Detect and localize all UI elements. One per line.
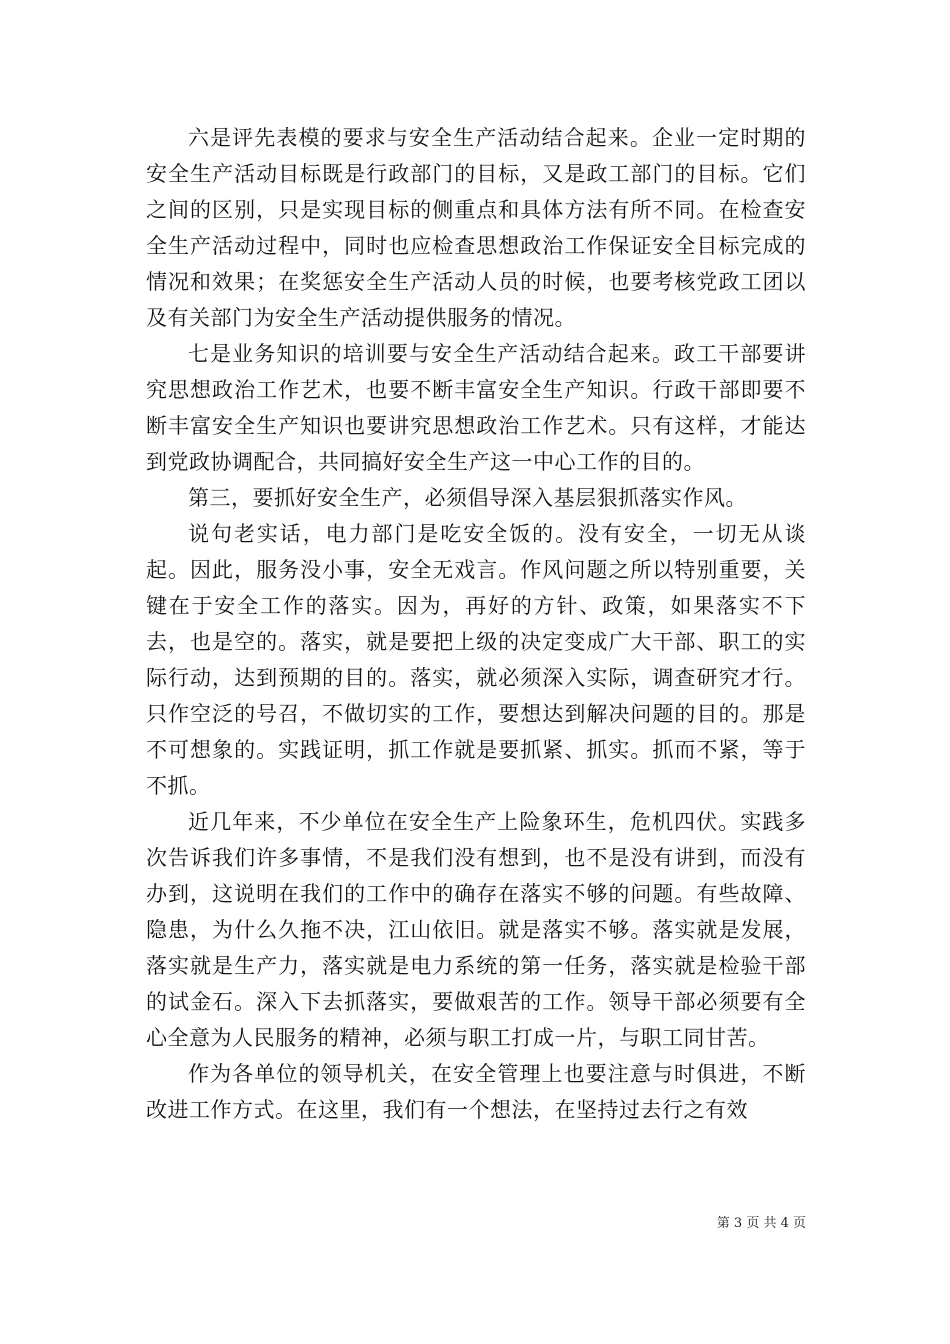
- page-number-footer: 第 3 页 共 4 页: [716, 1216, 806, 1231]
- paragraph-1: 六是评先表模的要求与安全生产活动结合起来。企业一定时期的安全生产活动目标既是行政部门的目标，又是政工部门的目标。它们之间的区别，只是实现目标的侧重点和具体方法有所不同。在检查安全生产活动过程中，同时也应检查思想政治工作保证安全目标完成的情况和效果；在奖惩安全生产活动人员的时候，也要考核党政工团以及有关部门为安全生产活动提供服务的情况。: [146, 126, 806, 330]
- paragraph-6: 作为各单位的领导机关，在安全管理上也要注意与时俱进，不断改进工作方式。在这里，我们有一个想法，在坚持过去行之有效: [146, 1062, 806, 1122]
- paragraph-3: 第三，要抓好安全生产，必须倡导深入基层狠抓落实作风。: [188, 486, 747, 510]
- paragraph-2: 七是业务知识的培训要与安全生产活动结合起来。政工干部要讲究思想政治工作艺术，也要不断丰富安全生产知识。行政干部即要不断丰富安全生产知识也要讲究思想政治工作艺术。只有这样，才能达到党政协调配合，共同搞好安全生产这一中心工作的目的。: [146, 342, 806, 474]
- paragraph-4: 说句老实话，电力部门是吃安全饭的。没有安全，一切无从谈起。因此，服务没小事，安全无戏言。作风问题之所以特别重要，关键在于安全工作的落实。因为，再好的方针、政策，如果落实不下去，也是空的。落实，就是要把上级的决定变成广大干部、职工的实际行动，达到预期的目的。落实，就必须深入实际，调查研究才行。只作空泛的号召，不做切实的工作，要想达到解决问题的目的。那是不可想象的。实践证明，抓工作就是要抓紧、抓实。抓而不紧，等于不抓。: [146, 522, 806, 798]
- document-body: [146, 120, 806, 1128]
- paragraph-5: 近几年来，不少单位在安全生产上险象环生，危机四伏。实践多次告诉我们许多事情，不是我们没有想到，也不是没有讲到，而没有办到，这说明在我们的工作中的确存在落实不够的问题。有些故障、隐患，为什么久拖不决，江山依旧。就是落实不够。落实就是发展，落实就是生产力，落实就是电力系统的第一任务，落实就是检验干部的试金石。深入下去抓落实，要做艰苦的工作。领导干部必须要有全心全意为人民服务的精神，必须与职工打成一片，与职工同甘苦。: [146, 810, 806, 1050]
